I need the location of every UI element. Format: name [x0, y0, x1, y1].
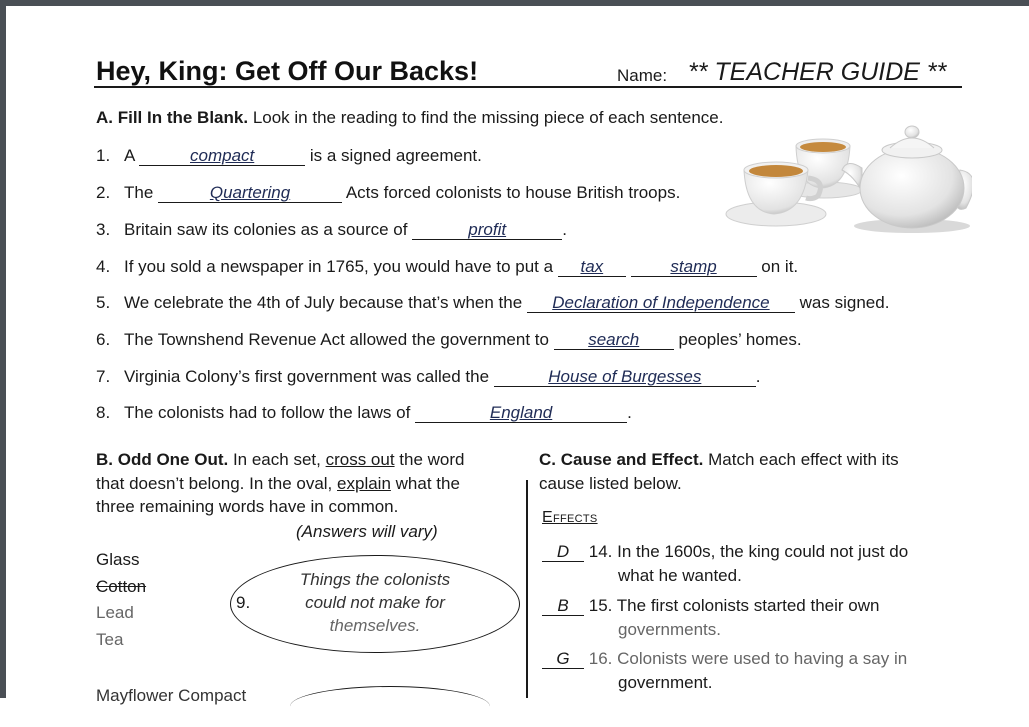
question-6: 6. The Townshend Revenue Act allowed the government to search peoples’ homes. [96, 330, 802, 349]
oval-answer-9: Things the colonists could not make for themselves. [299, 570, 451, 635]
question-7: 7. Virginia Colony’s first government was called the House of Burgesses . [96, 367, 761, 386]
odd-word-set10-partial: Mayflower Compact [96, 686, 247, 705]
question-1: 1. A compact is a signed agreement. [96, 146, 482, 165]
section-c-title: C. Cause and Effect. [539, 450, 704, 469]
answer-oval-10 [290, 686, 490, 727]
odd-word-glass: Glass [96, 550, 140, 569]
teapot-illustration [722, 118, 972, 236]
answer-blank: Quartering [158, 183, 342, 203]
odd-word-lead: Lead [96, 603, 134, 622]
odd-word-tea: Tea [96, 630, 124, 649]
column-divider [526, 480, 528, 698]
question-5: 5. We celebrate the 4th of July because that’s when the Declaration of Independence was signed. [96, 293, 890, 312]
answer-blank: Declaration of Independence [527, 293, 795, 313]
name-label: Name: [617, 66, 668, 85]
title-rule [94, 86, 962, 88]
question-2: 2. The Quartering Acts forced colonists to house British troops. [96, 183, 681, 202]
effect-15: B 15. The first colonists started their own governments. [542, 594, 879, 641]
name-value: ** TEACHER GUIDE ** [688, 58, 947, 86]
answer-blank: tax [558, 257, 626, 277]
effect-16: G 16. Colonists were used to having a say in government. [542, 647, 907, 694]
answer-blank: England [415, 403, 627, 423]
section-b-heading: B. Odd One Out. In each set, cross out the word that doesn’t belong. In the oval, explain what the three remaining words have in common. [96, 450, 465, 516]
question-8: 8. The colonists had to follow the laws of England . [96, 403, 632, 422]
effect-answer: B [542, 596, 584, 616]
answer-blank: profit [412, 220, 562, 240]
oval-number: 9. [236, 593, 251, 612]
answers-vary-note: (Answers will vary) [296, 522, 438, 541]
answer-blank: search [554, 330, 674, 350]
section-a-instructions: Look in the reading to find the missing piece of each sentence. [252, 108, 724, 127]
effect-answer: D [542, 542, 584, 562]
effect-answer: G [542, 649, 584, 669]
section-b-title: B. Odd One Out. [96, 450, 229, 469]
section-c-heading: C. Cause and Effect. Match each effect with its cause listed below. [539, 450, 899, 493]
effect-14: D 14. In the 1600s, the king could not just do what he wanted. [542, 540, 908, 587]
effects-label: Effects [542, 509, 598, 526]
section-a-heading [96, 108, 723, 128]
question-4: 4. If you sold a newspaper in 1765, you would have to put a tax stamp on it. [96, 257, 799, 276]
section-a-title: A. Fill In the Blank. [96, 108, 249, 127]
answer-blank-2: stamp [631, 257, 757, 277]
odd-word-cotton-crossed: Cotton [96, 577, 147, 596]
answer-blank: compact [139, 146, 305, 166]
answer-blank: House of Burgesses [494, 367, 756, 387]
question-3: 3. Britain saw its colonies as a source of profit . [96, 220, 567, 239]
worksheet-title: Hey, King: Get Off Our Backs! [96, 56, 479, 86]
